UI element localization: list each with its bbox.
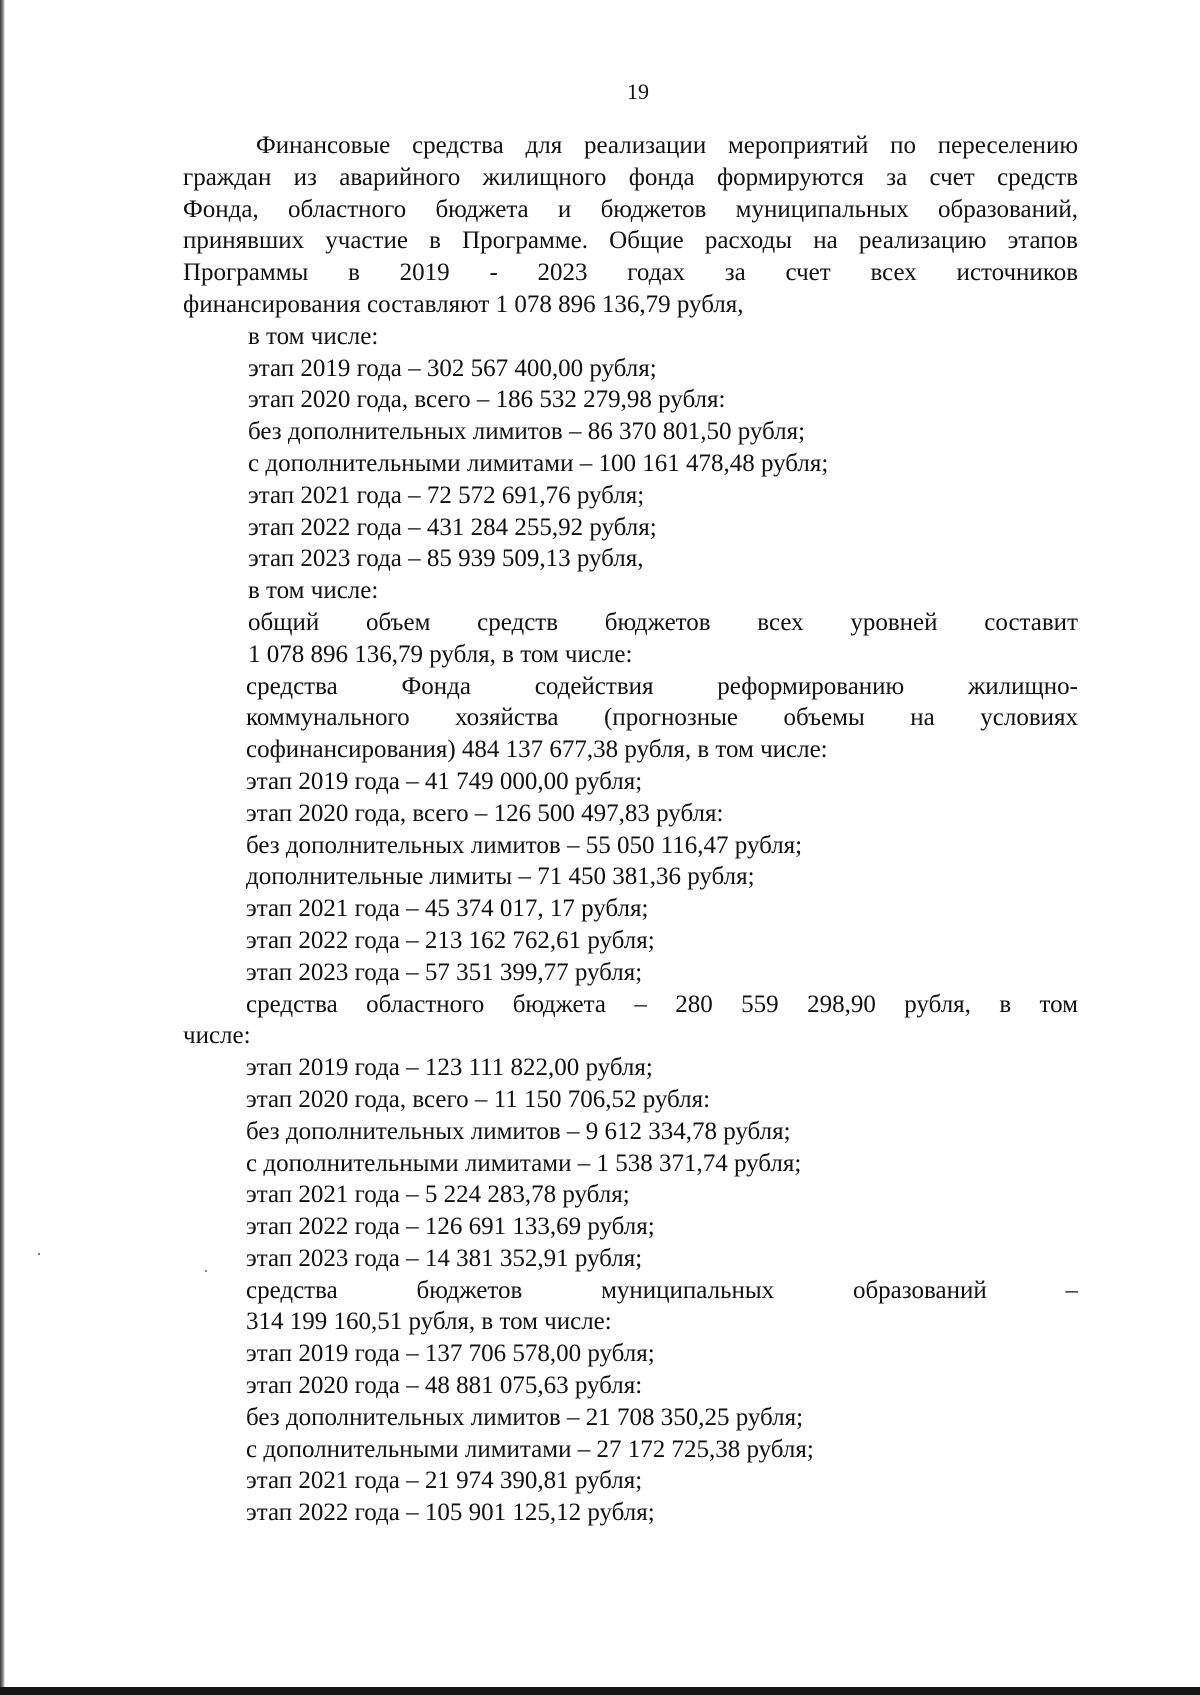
text-line: 314 199 160,51 рубля, в том числе: (246, 1308, 612, 1336)
text-line: Фонда, областного бюджета и бюджетов муниципальных образований, (183, 195, 1078, 223)
list-item: этап 2019 года – 302 567 400,00 рубля; (248, 354, 657, 382)
text-line: принявших участие в Программе. Общие расходы на реализацию этапов (183, 227, 1078, 255)
intro-paragraph (183, 130, 1078, 321)
list-item: этап 2021 года – 21 974 390,81 рубля; (246, 1467, 643, 1495)
scan-speck (38, 1253, 40, 1255)
text-line: средства Фонда содействия реформированию жилищно- (246, 672, 1078, 700)
list-item: этап 2020 года – 48 881 075,63 рубля: (246, 1372, 643, 1400)
list-item: этап 2022 года – 126 691 133,69 рубля; (246, 1213, 655, 1241)
list-item: этап 2023 года – 14 381 352,91 рубля; (246, 1244, 643, 1272)
list-item: этап 2020 года, всего – 11 150 706,52 рубля: (246, 1085, 711, 1113)
text-line: Финансовые средства для реализации мероприятий по переселению (256, 132, 1078, 159)
text-line: общий объем средств бюджетов всех уровней составит (248, 608, 1078, 636)
list-item: с дополнительными лимитами – 1 538 371,74 рубля; (246, 1149, 802, 1177)
text-line: граждан из аварийного жилищного фонда формируются за счет средств (183, 163, 1078, 191)
list-item: этап 2019 года – 41 749 000,00 рубля; (246, 767, 643, 795)
list-item: с дополнительными лимитами – 27 172 725,38 рубля; (246, 1435, 814, 1463)
text-line: 1 078 896 136,79 рубля, в том числе: (248, 640, 633, 668)
regional-items-list (183, 1052, 1078, 1275)
text-line: коммунального хозяйства (прогнозные объемы на условиях (246, 704, 1078, 732)
list-item: этап 2023 года – 57 351 399,77 рубля; (246, 958, 643, 986)
list-item: без дополнительных лимитов – 21 708 350,25 рубля; (246, 1403, 804, 1431)
scan-speck (205, 1270, 207, 1272)
fund-items-list (183, 766, 1078, 989)
page-number: 19 (627, 79, 649, 104)
regional-paragraph (183, 989, 1078, 1053)
list-item: этап 2020 года, всего – 126 500 497,83 рубля: (246, 799, 724, 827)
list-item: этап 2019 года – 123 111 822,00 рубля; (246, 1054, 653, 1082)
municipal-paragraph (183, 1275, 1078, 1339)
scan-bottom-edge (0, 1687, 1200, 1695)
document-body (183, 130, 1078, 1529)
list-item: без дополнительных лимитов – 9 612 334,78 рубля; (246, 1117, 791, 1145)
scan-left-edge (0, 0, 5, 1695)
list-item: в том числе: (248, 577, 379, 605)
fund-paragraph (183, 671, 1078, 766)
list-item: с дополнительными лимитами – 100 161 478,48 рубля; (248, 449, 829, 477)
list-item: без дополнительных лимитов – 55 050 116,47 рубля; (246, 831, 803, 859)
list-item: этап 2022 года – 431 284 255,92 рубля; (248, 513, 657, 541)
list-item: в том числе: (248, 322, 379, 350)
municipal-items-list (183, 1338, 1078, 1529)
list-item: этап 2022 года – 105 901 125,12 рубля; (246, 1499, 655, 1527)
text-line: средства областного бюджета – 280 559 298,90 рубля, в том (246, 990, 1078, 1018)
list-item: этап 2019 года – 137 706 578,00 рубля; (246, 1340, 655, 1368)
list-item: этап 2020 года, всего – 186 532 279,98 рубля: (248, 386, 726, 414)
text-line: средства бюджетов муниципальных образований – (246, 1276, 1078, 1304)
total-breakdown-list (183, 321, 1078, 607)
text-line: софинансирования) 484 137 677,38 рубля, в том числе: (246, 736, 828, 764)
list-item: этап 2022 года – 213 162 762,61 рубля; (246, 926, 655, 954)
all-levels-paragraph (183, 607, 1078, 671)
list-item: этап 2021 года – 72 572 691,76 рубля; (248, 481, 645, 509)
text-line: финансирования составляют 1 078 896 136,79 рубля, (183, 290, 744, 318)
list-item: без дополнительных лимитов – 86 370 801,50 рубля; (248, 418, 806, 446)
list-item: этап 2021 года – 5 224 283,78 рубля; (246, 1181, 630, 1209)
text-line: Программы в 2019 - 2023 годах за счет всех источников (183, 259, 1078, 287)
list-item: дополнительные лимиты – 71 450 381,36 рубля; (246, 863, 755, 891)
list-item: этап 2023 года – 85 939 509,13 рубля, (248, 545, 644, 573)
list-item: этап 2021 года – 45 374 017, 17 рубля; (246, 895, 649, 923)
text-line: числе: (183, 1022, 251, 1050)
